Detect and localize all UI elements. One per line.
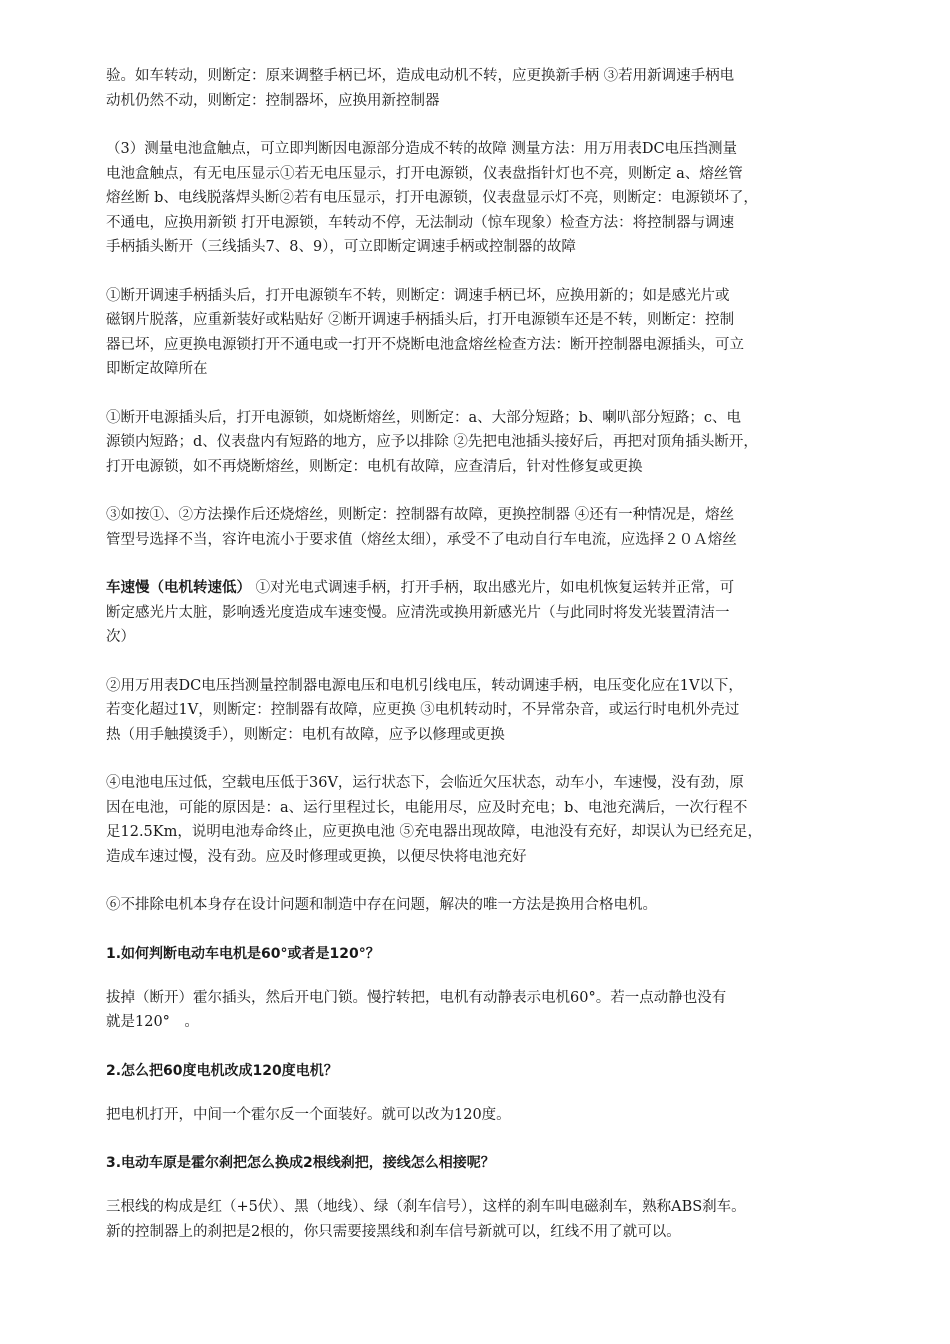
text-line: 器已坏，应更换电源锁打开不通电或一打开不烧断电池盒熔丝检查方法：断开控制器电源插头，可立 — [106, 336, 744, 353]
text-line: ①断开电源插头后，打开电源锁，如烧断熔丝，则断定：a、大部分短路；b、喇叭部分短路；c、电 — [106, 409, 742, 426]
text-line: 拔掉（断开）霍尔插头，然后开电门锁。慢拧转把，电机有动静表示电机60°。若一点动静也没有 — [106, 989, 727, 1006]
question-heading-2: 2.怎么把60度电机改成120度电机？ — [106, 1062, 338, 1079]
text-line: ④电池电压过低，空载电压低于36V，运行状态下，会临近欠压状态，动车小，车速慢，没有劲，原 — [106, 775, 744, 791]
paragraph-battery-voltage — [106, 771, 856, 869]
text-line: 熔丝断 b、电线脱落焊头断②若有电压显示，打开电源锁，仪表盘显示灯不亮，则断定：电源锁坏了， — [106, 190, 758, 206]
paragraph-motor-handle — [106, 64, 856, 113]
text-line: 磁钢片脱落，应重新装好或粘贴好 ②断开调速手柄插头后，打开电源锁车还是不转，则断定：控制 — [106, 312, 735, 328]
text-line: 管型号选择不当，容许电流小于要求值（熔丝太细），承受不了电动自行车电流，应选择２０Ａ熔丝 — [106, 531, 737, 548]
text-line: 因在电池，可能的原因是：a、运行里程过长，电能用尽，应及时充电；b、电池充满后，一次行程不 — [106, 799, 748, 816]
paragraph-power-plug — [106, 406, 856, 480]
text-line: 验。如车转动，则断定：原来调整手柄已坏，造成电动机不转，应更换新手柄 ③若用新调速手柄电 — [106, 68, 735, 84]
section-title-slow-speed: 车速慢（电机转速低） — [106, 580, 251, 596]
text-line: 手柄插头断开（三线插头7、8、9），可立即断定调速手柄或控制器的故障 — [106, 239, 576, 255]
paragraph-battery-contacts — [106, 137, 856, 260]
text-line: 热（用手触摸烫手），则断定：电机有故障，应予以修理或更换 — [106, 726, 505, 743]
text-line: 就是120° 。 — [106, 1014, 199, 1030]
paragraph-slow-speed — [106, 576, 856, 650]
text-line: ⑥不排除电机本身存在设计问题和制造中存在问题，解决的唯一方法是换用合格电机。 — [106, 897, 657, 913]
text-line: ①断开调速手柄插头后，打开电源锁车不转，则断定：调速手柄已坏，应换用新的；如是感光片或 — [106, 287, 730, 304]
text-segment: ①对光电式调速手柄，打开手柄，取出感光片，如电机恢复运转并正常，可 — [251, 580, 735, 596]
text-line: 不通电，应换用新锁 打开电源锁，车转动不停，无法制动（惊车现象）检查方法：将控制器与调速 — [106, 214, 735, 231]
paragraph-motor-design — [106, 893, 856, 918]
text-line: 若变化超过1V，则断定：控制器有故障，应更换 ③电机转动时，不异常杂音，或运行时电机外壳过 — [106, 702, 740, 718]
text-line: 把电机打开，中间一个霍尔反一个面装好。就可以改为120度。 — [106, 1106, 511, 1123]
answer-2 — [106, 1103, 856, 1128]
question-heading-3: 3.电动车原是霍尔刹把怎么换成2根线刹把，接线怎么相接呢？ — [106, 1155, 495, 1171]
text-line: 三根线的构成是红（+5伏）、黑（地线）、绿（刹车信号），这样的刹车叫电磁刹车，熟称ABS刹车。 — [106, 1199, 746, 1215]
text-line — [106, 576, 856, 601]
question-heading-1: 1.如何判断电动车电机是60°或者是120°？ — [106, 945, 380, 962]
paragraph-fuse — [106, 503, 856, 552]
text-line: ②用万用表DC电压挡测量控制器电源电压和电机引线电压，转动调速手柄，电压变化应在1V以下， — [106, 677, 743, 694]
text-line: 打开电源锁，如不再烧断熔丝，则断定：电机有故障，应查清后，针对性修复或更换 — [106, 458, 643, 475]
text-line: 电池盒触点，有无电压显示①若无电压显示，打开电源锁，仪表盘指针灯也不亮，则断定 a、熔丝管 — [106, 165, 743, 182]
text-line: 断定感光片太脏，影响透光度造成车速变慢。应清洗或换用新感光片（与此同时将发光装置清洁一 — [106, 604, 730, 621]
text-line: 造成车速过慢，没有劲。应及时修理或更换，以便尽快将电池充好 — [106, 848, 527, 865]
text-line: 次） — [106, 629, 135, 645]
text-line: （3）测量电池盒触点，可立即判断因电源部分造成不转的故障 测量方法：用万用表DC电压挡测量 — [106, 141, 738, 157]
text-line: ③如按①、②方法操作后还烧熔丝，则断定：控制器有故障，更换控制器 ④还有一种情况是，熔丝 — [106, 507, 735, 523]
paragraph-controller-voltage — [106, 674, 856, 748]
answer-1 — [106, 986, 856, 1035]
text-line: 即断定故障所在 — [106, 361, 208, 377]
text-line: 新的控制器上的刹把是2根的，你只需要接黑线和刹车信号新就可以，红线不用了就可以。 — [106, 1223, 681, 1240]
document-page — [106, 64, 856, 1268]
paragraph-speed-handle-plug — [106, 284, 856, 382]
text-line: 动机仍然不动，则断定：控制器坏，应换用新控制器 — [106, 92, 440, 109]
text-line: 源锁内短路；d、仪表盘内有短路的地方，应予以排除 ②先把电池插头接好后，再把对顶角插头断开， — [106, 434, 758, 450]
answer-3 — [106, 1195, 856, 1244]
text-line: 足12.5Km，说明电池寿命终止，应更换电池 ⑤充电器出现故障，电池没有充好，却误认为已经充足， — [106, 824, 762, 840]
